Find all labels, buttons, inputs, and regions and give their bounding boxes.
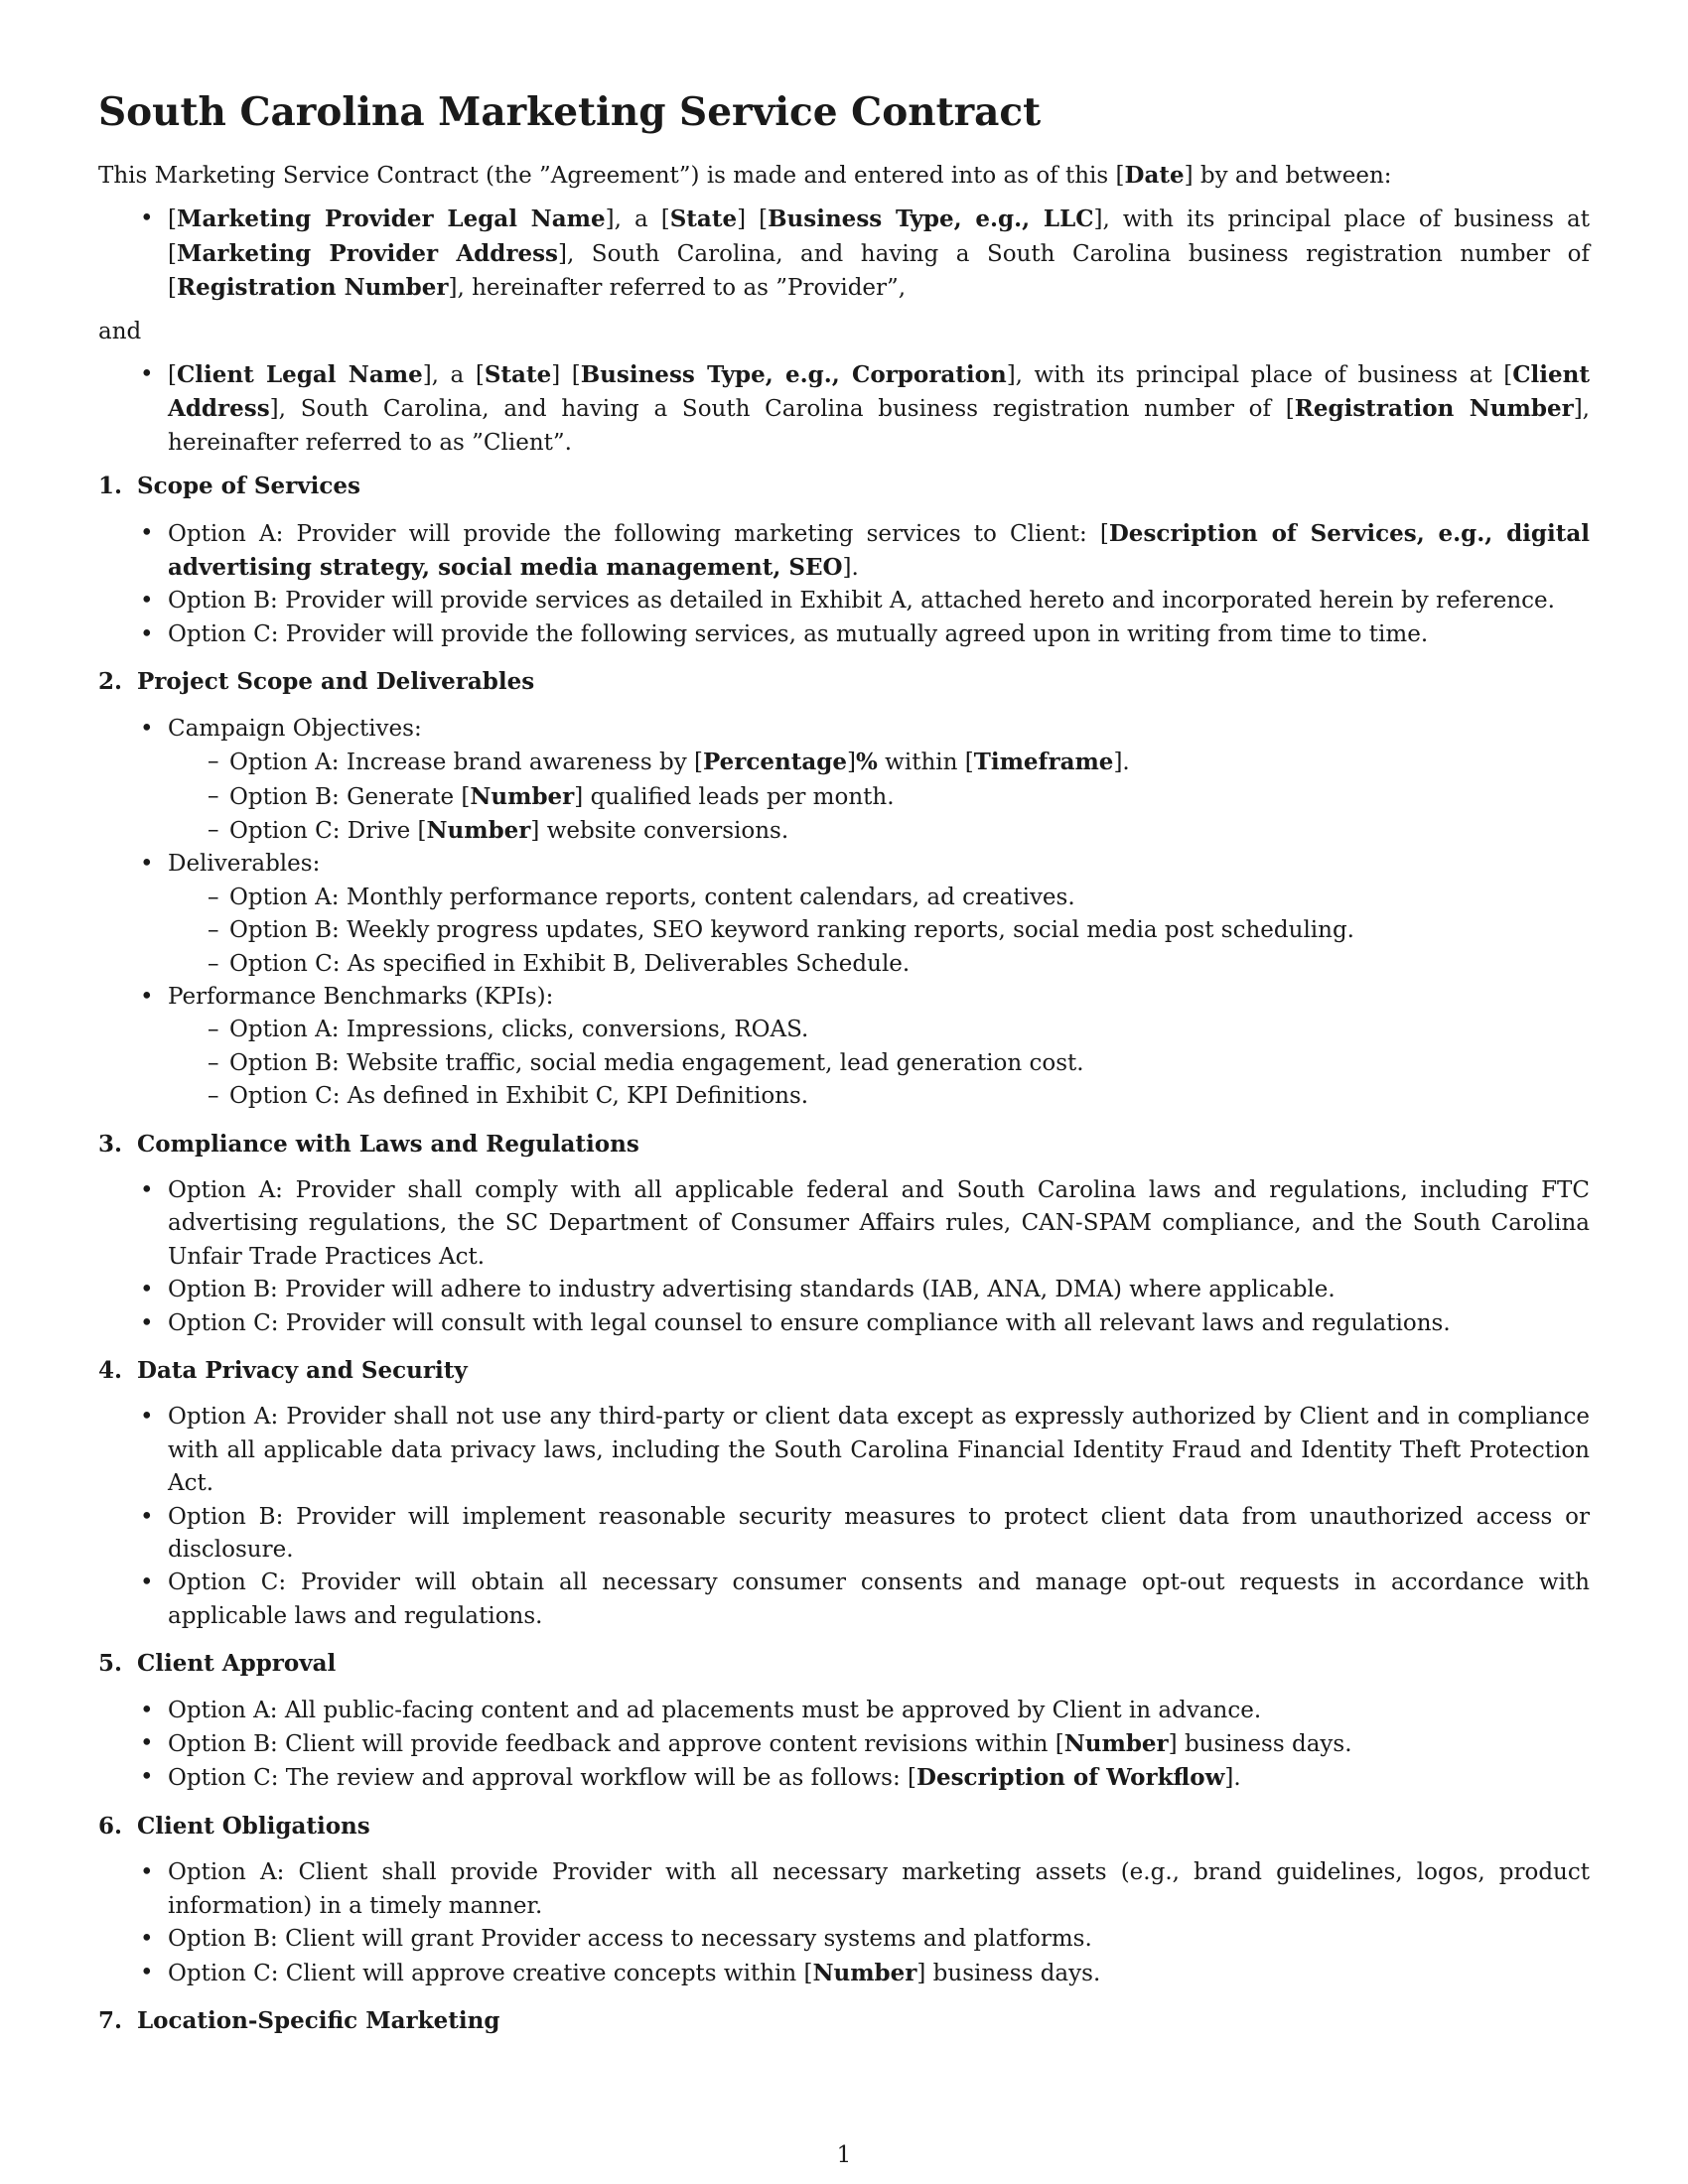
list-item: • Option A: Provider shall not use any third-party or client data except as expressly authorized by Client and in compliance with all applicable data privacy laws, including the South Carolina Financial Identity Fraud and Identity Theft Protection Act.	[98, 1401, 1590, 1500]
list-item: • Option C: Provider will consult with legal counsel to ensure compliance with all relevant laws and regulations.	[98, 1307, 1590, 1340]
list-item: • Option B: Client will grant Provider access to necessary systems and platforms.	[98, 1923, 1590, 1956]
list-item: – Option B: Weekly progress updates, SEO keyword ranking reports, social media post scheduling.	[168, 914, 1590, 947]
list-item: – Option C: Drive [Number] website conversions.	[168, 814, 1590, 848]
section-client-obligations	[98, 1810, 1590, 1990]
section-heading: 2. Project Scope and Deliverables	[98, 668, 535, 696]
section-compliance	[98, 1128, 1590, 1340]
list-item: • Option A: Provider shall comply with all applicable federal and South Carolina laws and regulations, including FTC advertising regulations, the SC Department of Consumer Affairs rules, CAN-SPAM compliance, and the South Carolina Unfair Trade Practices Act.	[98, 1174, 1590, 1274]
section-heading: 3. Compliance with Laws and Regulations	[98, 1130, 639, 1158]
section-heading: 4. Data Privacy and Security	[98, 1357, 468, 1384]
list-item: • Option B: Provider will adhere to industry advertising standards (IAB, ANA, DMA) where applicable.	[98, 1274, 1590, 1306]
list-item: • Option B: Client will provide feedback and approve content revisions within [Number] business days.	[98, 1727, 1590, 1761]
list-item: – Option C: As specified in Exhibit B, Deliverables Schedule.	[168, 948, 1590, 981]
list-item: • Option A: Client shall provide Provider with all necessary marketing assets (e.g., brand guidelines, logos, product information) in a timely manner.	[98, 1856, 1590, 1923]
section-location-specific	[98, 2004, 1590, 2037]
document-title: South Carolina Marketing Service Contract	[98, 89, 1042, 135]
list-item: – Option C: As defined in Exhibit C, KPI Definitions.	[168, 1080, 1590, 1113]
list-item: • Option C: Provider will provide the following services, as mutually agreed upon in writing from time to time.	[98, 618, 1590, 651]
list-item: – Option A: Monthly performance reports, content calendars, ad creatives.	[168, 882, 1590, 914]
section-heading: 1. Scope of Services	[98, 473, 360, 500]
list-item: – Option A: Impressions, clicks, conversions, ROAS.	[168, 1014, 1590, 1046]
provider-party: • [Marketing Provider Legal Name], a [State] [Business Type, e.g., LLC], with its principal place of business at [Marketing Provider Address], South Carolina, and having a South Carolina business registration number of [Registration Number], hereinafter referred to as ”Provider”,	[98, 203, 1590, 305]
and-connector: and	[98, 318, 142, 344]
section-client-approval	[98, 1647, 1590, 1796]
section-scope-of-services	[98, 470, 1590, 651]
page-number: 1	[836, 2142, 852, 2168]
section-heading: 6. Client Obligations	[98, 1812, 370, 1840]
client-party-list	[98, 358, 1590, 460]
list-item-kpis: • Performance Benchmarks (KPIs): – Option A: Impressions, clicks, conversions, ROAS. – Option B: Website traffic, social media engagement, lead generation cost. – Option C: As defined in Exhibit C, KPI Definitions.	[98, 981, 1590, 1114]
list-item: • Option A: All public-facing content and ad placements must be approved by Client in advance.	[98, 1695, 1590, 1727]
section-heading: 7. Location-Specific Marketing	[98, 2006, 500, 2034]
section-project-scope	[98, 665, 1590, 1113]
list-item: • Option B: Provider will provide services as detailed in Exhibit A, attached hereto and incorporated herein by reference.	[98, 585, 1590, 617]
intro-paragraph: This Marketing Service Contract (the ”Agreement”) is made and entered into as of this [Date] by and between:	[98, 162, 1392, 189]
section-data-privacy	[98, 1354, 1590, 1633]
list-item: – Option B: Generate [Number] qualified leads per month.	[168, 780, 1590, 814]
list-item: – Option B: Website traffic, social media engagement, lead generation cost.	[168, 1047, 1590, 1080]
document-body	[98, 159, 1590, 2037]
list-item-objectives: • Campaign Objectives: – Option A: Increase brand awareness by [Percentage]% within [Timeframe]. – Option B: Generate [Number] qualified leads per month. – Option C: Drive [Number] website conversions.	[98, 713, 1590, 849]
list-item: • Option B: Provider will implement reasonable security measures to protect client data from unauthorized access or disclosure.	[98, 1501, 1590, 1568]
section-heading: 5. Client Approval	[98, 1650, 337, 1678]
list-item: • Option C: The review and approval workflow will be as follows: [Description of Workflow].	[98, 1761, 1590, 1795]
list-item: • Option C: Provider will obtain all necessary consumer consents and manage opt-out requests in accordance with applicable laws and regulations.	[98, 1567, 1590, 1633]
list-item: • Option A: Provider will provide the following marketing services to Client: [Description of Services, e.g., digital advertising strategy, social media management, SEO].	[98, 517, 1590, 586]
client-party: • [Client Legal Name], a [State] [Business Type, e.g., Corporation], with its principal place of business at [Client Address], South Carolina, and having a South Carolina business registration number of [Registration Number], hereinafter referred to as ”Client”.	[98, 358, 1590, 460]
list-item-deliverables: • Deliverables: – Option A: Monthly performance reports, content calendars, ad creatives. – Option B: Weekly progress updates, SEO keyword ranking reports, social media post scheduling. – Option C: As specified in Exhibit B, Deliverables Schedule.	[98, 848, 1590, 981]
date-placeholder: Date	[1124, 162, 1185, 189]
provider-party-list	[98, 203, 1590, 305]
list-item: • Option C: Client will approve creative concepts within [Number] business days.	[98, 1957, 1590, 1990]
list-item: – Option A: Increase brand awareness by [Percentage]% within [Timeframe].	[168, 746, 1590, 779]
